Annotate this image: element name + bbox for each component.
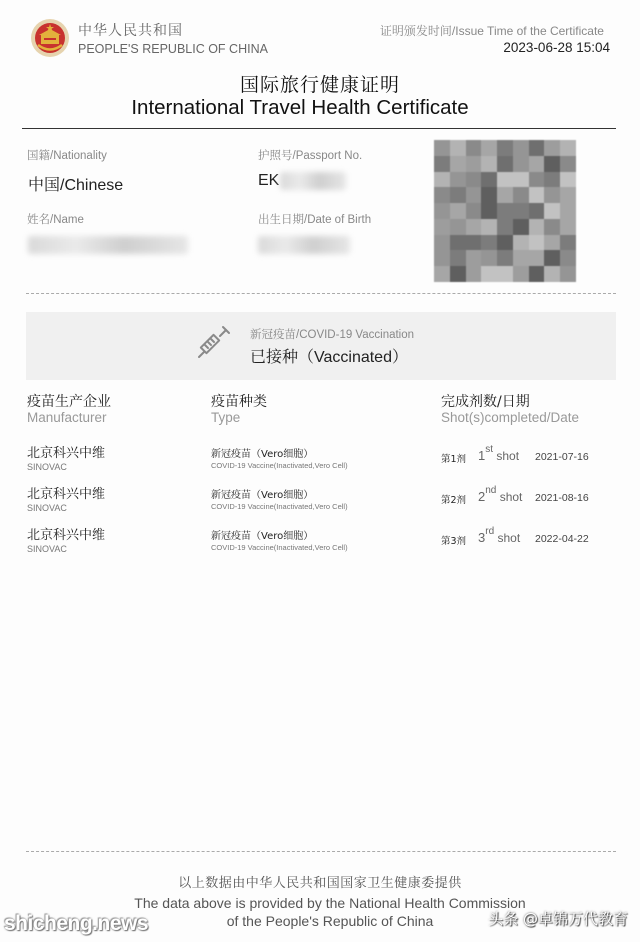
- qr-mosaic-cell: [466, 203, 482, 219]
- row-3-shot-number: 3: [478, 530, 486, 545]
- row-2-manufacturer-en: SINOVAC: [27, 503, 67, 513]
- qr-code: [434, 140, 576, 282]
- dob-label: 出生日期/Date of Birth: [258, 214, 372, 226]
- qr-mosaic-cell: [434, 250, 450, 266]
- qr-mosaic-cell: [560, 140, 576, 156]
- header-divider: [22, 128, 616, 129]
- qr-mosaic-cell: [513, 219, 529, 235]
- row-3-dose: 第3剂: [441, 536, 467, 547]
- row-1-shot-word: shot: [496, 449, 520, 463]
- row-1-dose: 第1剂: [441, 454, 467, 465]
- qr-mosaic-cell: [497, 156, 513, 172]
- section-divider: [26, 293, 616, 294]
- row-1-shot-suffix: st: [485, 444, 494, 455]
- qr-mosaic-cell: [450, 235, 466, 251]
- national-emblem-icon: [30, 18, 70, 58]
- row-2-shot-word: shot: [499, 490, 523, 504]
- qr-mosaic-cell: [481, 140, 497, 156]
- qr-mosaic-cell: [529, 187, 545, 203]
- row-1-type-en: COVID-19 Vaccine(Inactivated,Vero Cell): [211, 461, 348, 470]
- row-3-type-en: COVID-19 Vaccine(Inactivated,Vero Cell): [211, 543, 348, 552]
- qr-mosaic-cell: [434, 266, 450, 282]
- qr-mosaic-cell: [544, 156, 560, 172]
- qr-mosaic-cell: [481, 156, 497, 172]
- certificate-title-cn: 国际旅行健康证明: [239, 74, 400, 96]
- qr-mosaic-cell: [513, 156, 529, 172]
- qr-mosaic-cell: [529, 250, 545, 266]
- row-2-shot: [478, 485, 522, 504]
- qr-mosaic-cell: [529, 140, 545, 156]
- qr-mosaic-cell: [481, 250, 497, 266]
- footer-note-cn: 以上数据由中华人民共和国国家卫生健康委提供: [178, 876, 462, 891]
- row-2-shot-number: 2: [478, 489, 486, 504]
- qr-mosaic-cell: [481, 203, 497, 219]
- row-2-date: 2021-08-16: [535, 492, 589, 504]
- shots-header-en: Shot(s)completed/Date: [441, 410, 580, 425]
- qr-mosaic-cell: [560, 203, 576, 219]
- qr-mosaic-cell: [560, 250, 576, 266]
- qr-mosaic-cell: [544, 203, 560, 219]
- qr-mosaic-cell: [434, 172, 450, 188]
- qr-mosaic-cell: [450, 219, 466, 235]
- qr-mosaic-cell: [513, 203, 529, 219]
- qr-mosaic-cell: [513, 235, 529, 251]
- qr-mosaic-cell: [529, 172, 545, 188]
- qr-mosaic-cell: [466, 140, 482, 156]
- qr-mosaic-cell: [481, 235, 497, 251]
- watermark-left: shicheng.news: [4, 912, 149, 935]
- vaccination-status: 已接种（Vaccinated）: [250, 349, 408, 366]
- qr-mosaic-cell: [497, 235, 513, 251]
- qr-mosaic-cell: [529, 235, 545, 251]
- country-name-cn: 中华人民共和国: [78, 23, 183, 39]
- row-1-type-cn: 新冠疫苗（Vero细胞）: [211, 449, 314, 460]
- row-3-shot-suffix: rd: [485, 526, 495, 537]
- qr-mosaic-cell: [497, 172, 513, 188]
- qr-mosaic-cell: [560, 266, 576, 282]
- qr-mosaic-cell: [450, 172, 466, 188]
- row-1-shot-number: 1: [478, 448, 486, 463]
- qr-mosaic-cell: [497, 140, 513, 156]
- qr-mosaic-cell: [497, 219, 513, 235]
- qr-mosaic-cell: [544, 140, 560, 156]
- row-3-date: 2022-04-22: [535, 533, 589, 545]
- issue-time-label: 证明颁发时间/Issue Time of the Certificate: [379, 24, 604, 38]
- row-3-type-cn: 新冠疫苗（Vero细胞）: [211, 531, 314, 542]
- qr-mosaic-cell: [513, 172, 529, 188]
- syringe-icon: [196, 324, 232, 360]
- qr-mosaic-cell: [529, 203, 545, 219]
- qr-mosaic-cell: [434, 219, 450, 235]
- qr-mosaic-cell: [481, 266, 497, 282]
- qr-mosaic-cell: [434, 156, 450, 172]
- dob-redaction: [258, 236, 350, 254]
- qr-mosaic-cell: [513, 250, 529, 266]
- qr-mosaic-cell: [529, 266, 545, 282]
- nationality-label: 国籍/Nationality: [27, 150, 107, 162]
- row-3-manufacturer-en: SINOVAC: [27, 544, 67, 554]
- qr-mosaic-cell: [434, 203, 450, 219]
- row-2-manufacturer-cn: 北京科兴中维: [27, 487, 106, 502]
- qr-mosaic-cell: [513, 187, 529, 203]
- qr-mosaic-cell: [481, 187, 497, 203]
- passport-label: 护照号/Passport No.: [258, 150, 363, 162]
- row-2-dose: 第2剂: [441, 495, 467, 506]
- qr-mosaic-cell: [450, 156, 466, 172]
- qr-mosaic-cell: [513, 266, 529, 282]
- country-name-en: PEOPLE'S REPUBLIC OF CHINA: [78, 42, 268, 56]
- manufacturer-header-en: Manufacturer: [27, 410, 107, 425]
- manufacturer-header-cn: 疫苗生产企业: [27, 394, 111, 410]
- qr-mosaic-cell: [560, 172, 576, 188]
- qr-mosaic-cell: [544, 235, 560, 251]
- qr-mosaic-cell: [529, 156, 545, 172]
- qr-mosaic-cell: [450, 203, 466, 219]
- qr-mosaic-cell: [544, 172, 560, 188]
- qr-mosaic-cell: [466, 172, 482, 188]
- qr-mosaic-cell: [497, 266, 513, 282]
- row-3-shot: [478, 526, 520, 545]
- qr-mosaic-cell: [544, 219, 560, 235]
- footer-note-en-line1: The data above is provided by the National Health Commission: [134, 895, 526, 911]
- certificate-title-en: International Travel Health Certificate: [131, 96, 469, 119]
- qr-mosaic-cell: [450, 140, 466, 156]
- qr-mosaic-cell: [466, 235, 482, 251]
- qr-mosaic-cell: [481, 219, 497, 235]
- footer-divider: [26, 851, 616, 852]
- qr-mosaic-cell: [544, 187, 560, 203]
- qr-mosaic-cell: [560, 187, 576, 203]
- qr-mosaic-cell: [434, 140, 450, 156]
- qr-mosaic-cell: [450, 187, 466, 203]
- row-3-shot-word: shot: [497, 531, 521, 545]
- row-2-type-cn: 新冠疫苗（Vero细胞）: [211, 490, 314, 501]
- name-redaction: [28, 236, 188, 254]
- row-2-type-en: COVID-19 Vaccine(Inactivated,Vero Cell): [211, 502, 348, 511]
- qr-mosaic-cell: [560, 235, 576, 251]
- passport-redaction: [280, 172, 346, 190]
- watermark-right: 头条 @卓锦万代教育: [488, 910, 628, 928]
- row-1-date: 2021-07-16: [535, 451, 589, 463]
- qr-mosaic-cell: [466, 187, 482, 203]
- qr-mosaic-cell: [434, 187, 450, 203]
- qr-mosaic-cell: [560, 219, 576, 235]
- qr-mosaic-cell: [450, 250, 466, 266]
- row-2-shot-suffix: nd: [485, 485, 497, 496]
- qr-mosaic-cell: [466, 266, 482, 282]
- qr-mosaic-cell: [560, 156, 576, 172]
- qr-mosaic-cell: [544, 266, 560, 282]
- qr-mosaic-cell: [497, 203, 513, 219]
- issue-time-value: 2023-06-28 15:04: [503, 40, 610, 55]
- qr-mosaic-cell: [466, 156, 482, 172]
- footer-note-en-line2: of the People's Republic of China: [226, 913, 434, 929]
- qr-mosaic-cell: [481, 172, 497, 188]
- row-3-manufacturer-cn: 北京科兴中维: [27, 528, 106, 543]
- type-header-en: Type: [211, 410, 241, 425]
- type-header-cn: 疫苗种类: [211, 394, 267, 410]
- name-label: 姓名/Name: [27, 214, 84, 226]
- row-1-manufacturer-cn: 北京科兴中维: [27, 446, 106, 461]
- qr-mosaic-cell: [513, 140, 529, 156]
- row-1-shot: [478, 444, 519, 463]
- row-1-manufacturer-en: SINOVAC: [27, 462, 67, 472]
- qr-mosaic-cell: [466, 250, 482, 266]
- qr-mosaic-cell: [466, 219, 482, 235]
- qr-mosaic-cell: [434, 235, 450, 251]
- qr-mosaic-cell: [529, 219, 545, 235]
- qr-mosaic-cell: [497, 187, 513, 203]
- nationality-value: 中国/Chinese: [28, 177, 124, 194]
- shots-header-cn: 完成剂数/日期: [441, 394, 530, 410]
- qr-mosaic-cell: [497, 250, 513, 266]
- qr-mosaic-cell: [450, 266, 466, 282]
- passport-value: EK: [258, 172, 280, 189]
- vaccination-label: 新冠疫苗/COVID-19 Vaccination: [250, 329, 415, 341]
- qr-mosaic-cell: [544, 250, 560, 266]
